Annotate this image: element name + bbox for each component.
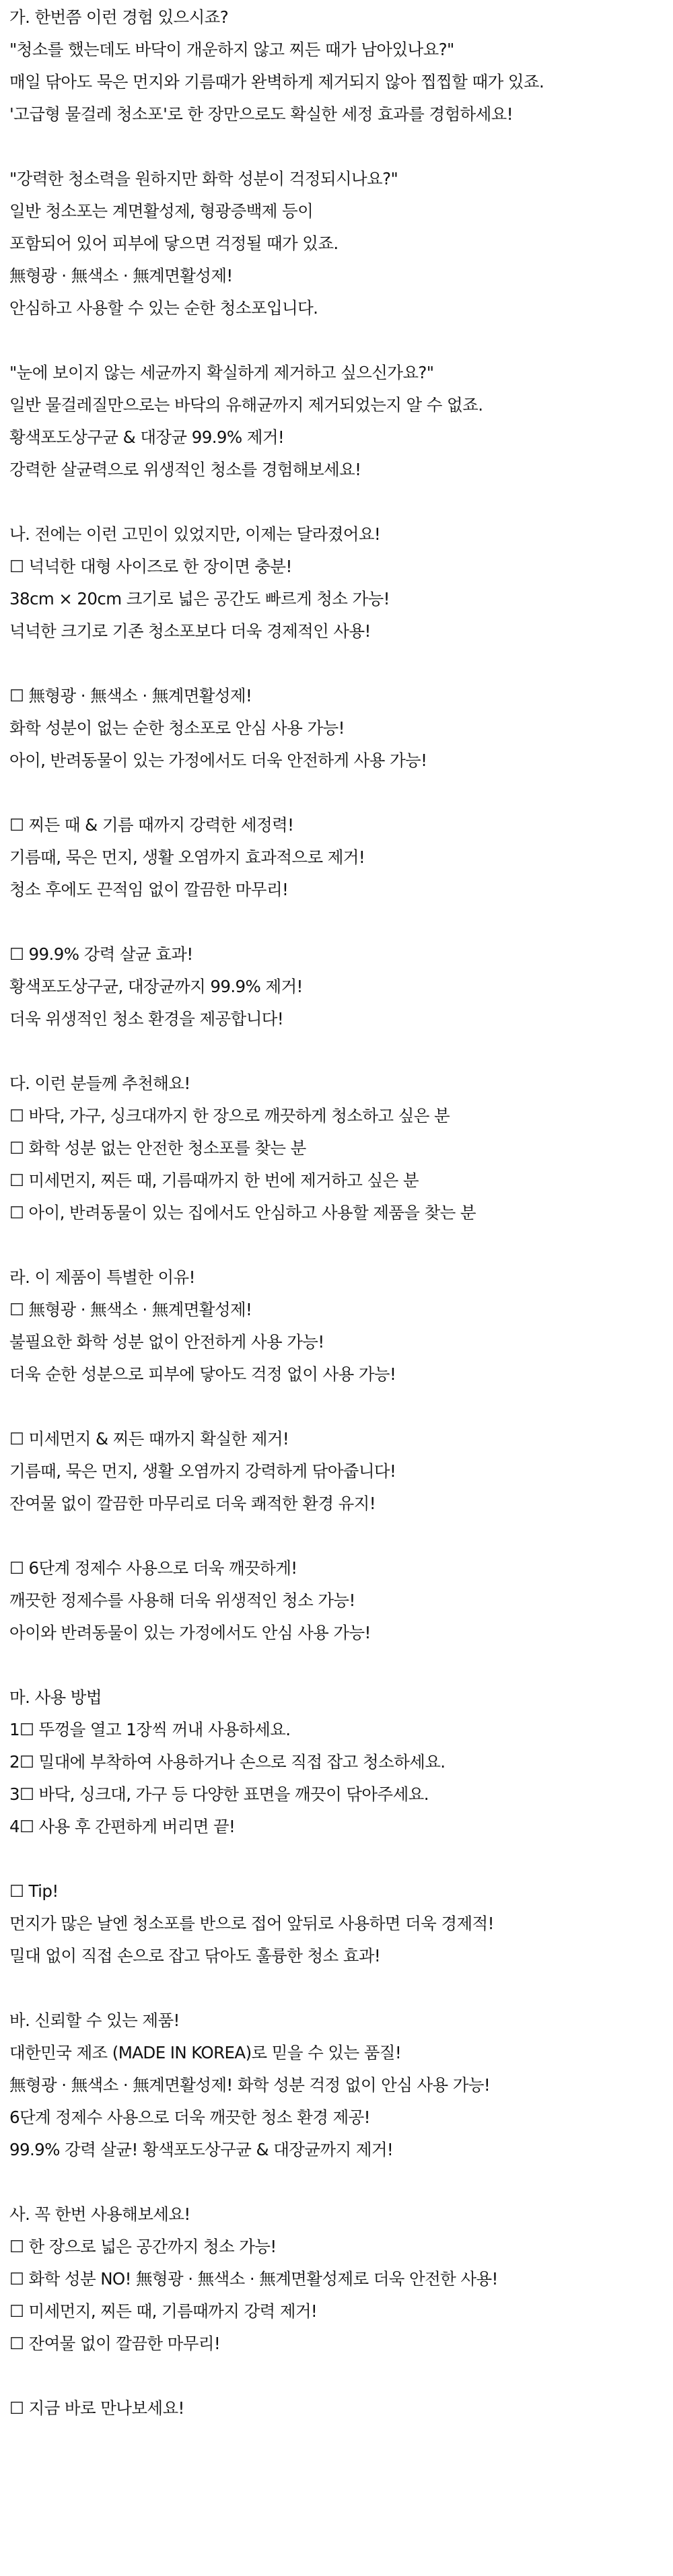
paragraph-spacer bbox=[9, 1391, 673, 1423]
section-heading: 사. 꼭 한번 사용해보세요! bbox=[9, 2204, 190, 2224]
paragraph-spacer bbox=[9, 648, 673, 680]
text-line: 밀대 없이 직접 손으로 잡고 닦아도 훌륭한 청소 효과! bbox=[9, 1946, 381, 1965]
section-recommend bbox=[9, 1035, 673, 1229]
text-line: 청소 후에도 끈적임 없이 깔끔한 마무리! bbox=[9, 880, 289, 899]
paragraph-spacer bbox=[9, 1035, 673, 1068]
section-heading: 가. 한번쯤 이런 경험 있으시죠? bbox=[9, 7, 229, 27]
text-line: 더욱 위생적인 청소 환경을 제공합니다! bbox=[9, 1009, 284, 1029]
paragraph-spacer bbox=[9, 486, 673, 518]
text-line: 기름때, 묵은 먼지, 생활 오염까지 강력하게 닦아줍니다! bbox=[9, 1461, 396, 1481]
paragraph-spacer bbox=[9, 1843, 673, 1875]
paragraph-spacer bbox=[9, 1229, 673, 1261]
text-line: '고급형 물걸레 청소포'로 한 장만으로도 확실한 세정 효과를 경험하세요! bbox=[9, 104, 513, 124]
text-line: ☐ 미세먼지, 찌든 때, 기름때까지 한 번에 제거하고 싶은 분 bbox=[9, 1171, 419, 1190]
paragraph-spacer bbox=[9, 131, 673, 163]
text-line: ☐ 화학 성분 NO! 無형광 · 無색소 · 無계면활성제로 더욱 안전한 사용! bbox=[9, 2269, 498, 2289]
text-line: 안심하고 사용할 수 있는 순한 청소포입니다. bbox=[9, 298, 318, 318]
text-line: 황색포도상구균 & 대장균 99.9% 제거! bbox=[9, 427, 285, 447]
section-heading: 나. 전에는 이런 고민이 있었지만, 이제는 달라졌어요! bbox=[9, 524, 381, 544]
section-trust bbox=[9, 1972, 673, 2166]
text-line: ☐ 無형광 · 無색소 · 無계면활성제! bbox=[9, 1300, 252, 1319]
section-heading: 라. 이 제품이 특별한 이유! bbox=[9, 1267, 195, 1287]
text-line: 불필요한 화학 성분 없이 안전하게 사용 가능! bbox=[9, 1332, 324, 1352]
text-line: ☐ 한 장으로 넓은 공간까지 청소 가능! bbox=[9, 2237, 277, 2256]
paragraph bbox=[9, 938, 673, 1035]
text-line: 6단계 정제수 사용으로 더욱 깨끗한 청소 환경 제공! bbox=[9, 2108, 370, 2127]
text-line: 38cm × 20cm 크기로 넓은 공간도 빠르게 청소 가능! bbox=[9, 589, 390, 608]
paragraph-spacer bbox=[9, 2166, 673, 2198]
paragraph bbox=[9, 357, 673, 486]
text-line: 無형광 · 無색소 · 無계면활성제! bbox=[9, 266, 233, 285]
section-heading: 바. 신뢰할 수 있는 제품! bbox=[9, 2011, 180, 2030]
paragraph-spacer bbox=[9, 2360, 673, 2392]
paragraph bbox=[9, 2392, 673, 2425]
section-heading: 마. 사용 방법 bbox=[9, 1687, 102, 1707]
paragraph bbox=[9, 2198, 673, 2360]
text-line: 2☐ 밀대에 부착하여 사용하거나 손으로 직접 잡고 청소하세요. bbox=[9, 1752, 446, 1772]
text-line: 99.9% 강력 살균! 황색포도상구균 & 대장균까지 제거! bbox=[9, 2140, 394, 2159]
paragraph bbox=[9, 1068, 673, 1229]
text-line: ☐ 잔여물 없이 깔끔한 마무리! bbox=[9, 2334, 221, 2353]
paragraph-spacer bbox=[9, 1649, 673, 1681]
text-line: 먼지가 많은 날엔 청소포를 반으로 접어 앞뒤로 사용하면 더욱 경제적! bbox=[9, 1914, 494, 1933]
text-line: 1☐ 뚜껑을 열고 1장씩 꺼내 사용하세요. bbox=[9, 1720, 291, 1739]
text-line: 매일 닦아도 묵은 먼지와 기름때가 완벽하게 제거되지 않아 찝찝할 때가 있죠. bbox=[9, 72, 544, 92]
text-line: 일반 물걸레질만으로는 바닥의 유해균까지 제거되었는지 알 수 없죠. bbox=[9, 395, 483, 415]
text-line: ☐ 화학 성분 없는 안전한 청소포를 찾는 분 bbox=[9, 1138, 306, 1158]
text-line: 일반 청소포는 계면활성제, 형광증백제 등이 bbox=[9, 201, 314, 221]
paragraph bbox=[9, 163, 673, 324]
section-heading: 다. 이런 분들께 추천해요! bbox=[9, 1074, 190, 1093]
paragraph bbox=[9, 1875, 673, 1972]
paragraph-spacer bbox=[9, 906, 673, 938]
text-line: 아이와 반려동물이 있는 가정에서도 안심 사용 가능! bbox=[9, 1623, 371, 1642]
paragraph bbox=[9, 518, 673, 648]
paragraph bbox=[9, 809, 673, 906]
text-line: ☐ 6단계 정제수 사용으로 더욱 깨끗하게! bbox=[9, 1558, 297, 1578]
section-intro bbox=[9, 1, 673, 486]
paragraph bbox=[9, 1, 673, 131]
text-line: 無형광 · 無색소 · 無계면활성제! 화학 성분 걱정 없이 안심 사용 가능! bbox=[9, 2075, 491, 2095]
paragraph-spacer bbox=[9, 1972, 673, 2005]
text-line: 4☐ 사용 후 간편하게 버리면 끝! bbox=[9, 1817, 236, 1836]
text-line: 대한민국 제조 (MADE IN KOREA)로 믿을 수 있는 품질! bbox=[9, 2043, 402, 2062]
text-line: ☐ Tip! bbox=[9, 1881, 59, 1901]
paragraph bbox=[9, 680, 673, 777]
paragraph bbox=[9, 1681, 673, 1843]
text-line: ☐ 미세먼지, 찌든 때, 기름때까지 강력 제거! bbox=[9, 2301, 318, 2321]
paragraph bbox=[9, 2005, 673, 2166]
text-line: "청소를 했는데도 바닥이 개운하지 않고 찌든 때가 남아있나요?" bbox=[9, 40, 454, 59]
text-line: ☐ 찌든 때 & 기름 때까지 강력한 세정력! bbox=[9, 815, 294, 835]
text-line: 깨끗한 정제수를 사용해 더욱 위생적인 청소 가능! bbox=[9, 1591, 355, 1610]
text-line: 포함되어 있어 피부에 닿으면 걱정될 때가 있죠. bbox=[9, 234, 339, 253]
text-line: 잔여물 없이 깔끔한 마무리로 더욱 쾌적한 환경 유지! bbox=[9, 1494, 376, 1513]
section-special bbox=[9, 1229, 673, 1649]
text-line: 강력한 살균력으로 위생적인 청소를 경험해보세요! bbox=[9, 460, 361, 479]
text-line: ☐ 미세먼지 & 찌든 때까지 확실한 제거! bbox=[9, 1429, 289, 1449]
text-line: ☐ 지금 바로 만나보세요! bbox=[9, 2398, 184, 2418]
paragraph bbox=[9, 1552, 673, 1649]
text-line: 더욱 순한 성분으로 피부에 닿아도 걱정 없이 사용 가능! bbox=[9, 1364, 396, 1384]
paragraph bbox=[9, 1261, 673, 1391]
text-line: ☐ 바닥, 가구, 싱크대까지 한 장으로 깨끗하게 청소하고 싶은 분 bbox=[9, 1106, 450, 1125]
text-line: ☐ 아이, 반려동물이 있는 집에서도 안심하고 사용할 제품을 찾는 분 bbox=[9, 1203, 476, 1222]
section-change bbox=[9, 486, 673, 1035]
text-line: 화학 성분이 없는 순한 청소포로 안심 사용 가능! bbox=[9, 718, 345, 738]
paragraph-spacer bbox=[9, 1520, 673, 1552]
text-line: ☐ 無형광 · 無색소 · 無계면활성제! bbox=[9, 686, 252, 705]
text-line: 3☐ 바닥, 싱크대, 가구 등 다양한 표면을 깨끗이 닦아주세요. bbox=[9, 1784, 429, 1804]
paragraph bbox=[9, 1423, 673, 1520]
section-usage bbox=[9, 1649, 673, 1972]
text-line: 아이, 반려동물이 있는 가정에서도 더욱 안전하게 사용 가능! bbox=[9, 751, 427, 770]
paragraph-spacer bbox=[9, 777, 673, 809]
text-line: 기름때, 묵은 먼지, 생활 오염까지 효과적으로 제거! bbox=[9, 847, 365, 867]
text-line: "강력한 청소력을 원하지만 화학 성분이 걱정되시나요?" bbox=[9, 169, 398, 188]
text-line: 황색포도상구균, 대장균까지 99.9% 제거! bbox=[9, 977, 303, 996]
text-line: ☐ 99.9% 강력 살균 효과! bbox=[9, 944, 193, 964]
section-closing bbox=[9, 2166, 673, 2425]
text-line: ☐ 넉넉한 대형 사이즈로 한 장이면 충분! bbox=[9, 557, 292, 576]
text-line: 넉넉한 크기로 기존 청소포보다 더욱 경제적인 사용! bbox=[9, 621, 371, 641]
paragraph-spacer bbox=[9, 324, 673, 357]
text-line: "눈에 보이지 않는 세균까지 확실하게 제거하고 싶으신가요?" bbox=[9, 363, 434, 382]
